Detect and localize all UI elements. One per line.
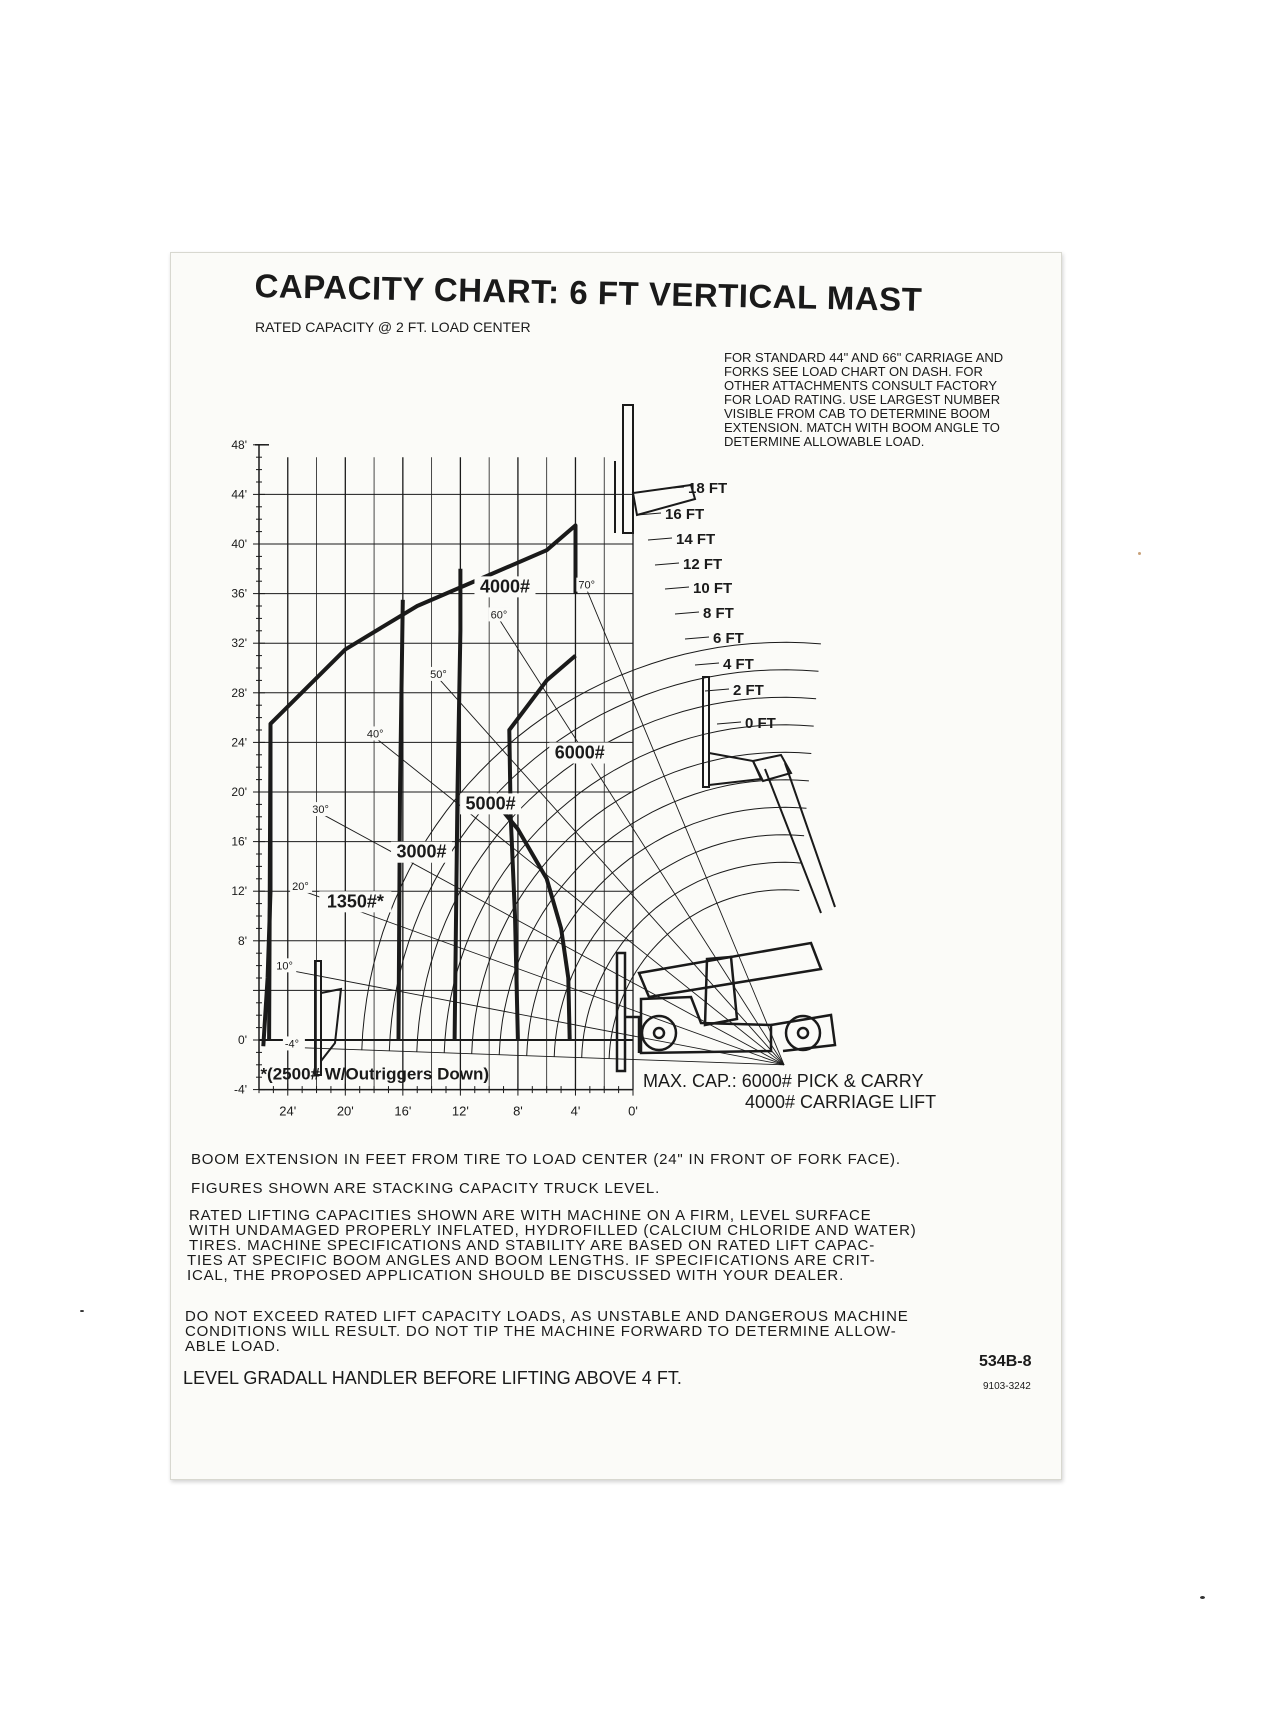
decal-code: 534B-8: [979, 1353, 1032, 1370]
boom-length-label: 0 FT: [745, 715, 776, 732]
boom-length-label: 12 FT: [683, 556, 723, 573]
rated-line-1: RATED LIFTING CAPACITIES SHOWN ARE WITH MACHINE ON A FIRM, LEVEL SURFACE: [189, 1207, 872, 1224]
boom-length-label: 2 FT: [733, 682, 764, 699]
boom-angle-label: 60°: [490, 609, 508, 622]
boom-angle-rays: [284, 589, 784, 1065]
y-tick-label: 8': [238, 933, 247, 948]
y-tick-label: 32': [231, 636, 247, 651]
rated-line-4: TIES AT SPECIFIC BOOM ANGLES AND BOOM LENGTHS. IF SPECIFICATIONS ARE CRIT-: [187, 1252, 876, 1269]
boom-length-label: 16 FT: [665, 506, 705, 523]
boom-angle-label: 50°: [430, 668, 447, 681]
x-axis: [259, 1084, 638, 1119]
capacity-curve: [489, 795, 570, 1041]
boom-length-leader: [685, 637, 709, 639]
x-tick-label: 8': [513, 1103, 523, 1119]
boom-length-leader: [717, 722, 741, 724]
y-tick-label: 48': [231, 437, 247, 452]
boom-length-leader: [648, 538, 672, 540]
capacity-chart-decal: [170, 252, 1062, 1480]
telehandler-icon: [617, 943, 835, 1071]
boom-angle-ray: [284, 969, 784, 1064]
figures-note: FIGURES SHOWN ARE STACKING CAPACITY TRUCK LEVEL.: [191, 1180, 661, 1197]
max-cap-carriage-lift: 4000# CARRIAGE LIFT: [745, 1092, 937, 1112]
boom-length-label: 6 FT: [713, 630, 744, 647]
capacity-label: 6000#: [554, 742, 605, 763]
boom-length-leader: [655, 563, 679, 565]
boom-angle-labels: [274, 578, 598, 1051]
capacity-label: 3000#: [396, 841, 447, 862]
capacity-labels: [260, 576, 610, 1083]
boom-length-label: 8 FT: [703, 605, 734, 622]
capacity-curve: [509, 656, 575, 1040]
boom-angle-label: 70°: [578, 579, 595, 592]
chart-subtitle: RATED CAPACITY @ 2 FT. LOAD CENTER: [255, 319, 531, 335]
rated-line-2: WITH UNDAMAGED PROPERLY INFLATED, HYDROFILLED (CALCIUM CHLORIDE AND WATER): [189, 1222, 917, 1239]
boom-extension-note: BOOM EXTENSION IN FEET FROM TIRE TO LOAD CENTER (24" IN FRONT OF FORK FACE).: [191, 1151, 901, 1168]
boom-angle-label: 10°: [276, 960, 293, 973]
y-tick-label: 20': [231, 785, 247, 799]
boom-angle-ray: [293, 1047, 784, 1064]
y-tick-label: 0': [238, 1033, 247, 1047]
y-tick-label: 28': [231, 685, 247, 700]
chart-title: CAPACITY CHART: 6 FT VERTICAL MAST: [254, 267, 923, 318]
warning-line-2: CONDITIONS WILL RESULT. DO NOT TIP THE MACHINE FORWARD TO DETERMINE ALLOW-: [185, 1323, 897, 1340]
max-cap-pick-carry: MAX. CAP.: 6000# PICK & CARRY: [643, 1071, 924, 1091]
y-tick-label: 16': [231, 834, 247, 849]
boom-angle-ray: [438, 678, 784, 1065]
x-tick-label: 12': [451, 1103, 469, 1119]
x-tick-label: 0': [628, 1103, 638, 1119]
y-axis: [231, 438, 269, 1097]
boom-length-label: 14 FT: [676, 531, 716, 548]
speck: [1138, 552, 1141, 555]
boom-angle-ray: [320, 813, 784, 1065]
speck: [80, 1310, 84, 1312]
y-tick-label: 24': [231, 735, 247, 750]
rated-line-5: ICAL, THE PROPOSED APPLICATION SHOULD BE DISCUSSED WITH YOUR DEALER.: [187, 1267, 845, 1284]
boom-length-labels: [637, 480, 776, 732]
y-tick-label: 40': [231, 537, 247, 551]
speck: [1200, 1596, 1205, 1599]
capacity-label: 1350#*: [326, 891, 384, 912]
y-tick-label: -4': [234, 1082, 247, 1097]
boom-length-label: 10 FT: [693, 580, 733, 597]
boom-angle-label: 20°: [292, 880, 309, 893]
x-tick-label: 20': [336, 1103, 354, 1119]
capacity-label: 4000#: [479, 576, 531, 597]
y-tick-label: 36': [231, 586, 247, 601]
boom-length-leader: [665, 587, 689, 589]
part-number: 9103-3242: [983, 1381, 1031, 1392]
attachment-instructions: FOR STANDARD 44" AND 66" CARRIAGE AND FORKS SEE LOAD CHART ON DASH. FOR OTHER ATTACHMENTS CONSULT FACTORY FOR LOAD RATING. USE LARGEST NUMBER VISIBLE FROM CAB TO DETERMINE BOOM EXTENSION. MATCH WITH BOOM ANGLE TO DETERMINE ALLOWABLE LOAD.: [724, 350, 1004, 449]
level-handler-footer: LEVEL GRADALL HANDLER BEFORE LIFTING ABOVE 4 FT.: [183, 1368, 682, 1388]
x-tick-label: 24': [279, 1103, 297, 1119]
outriggers-note: *(2500# W/Outriggers Down): [260, 1064, 490, 1084]
capacity-curves: [263, 525, 575, 1046]
boom-tip-icon: [703, 677, 835, 913]
boom-angle-label: 40°: [366, 728, 384, 741]
boom-length-leader: [675, 612, 699, 614]
capacity-label: 5000#: [465, 793, 516, 814]
rated-line-3: TIRES. MACHINE SPECIFICATIONS AND STABILITY ARE BASED ON RATED LIFT CAPAC-: [189, 1237, 875, 1254]
boom-length-leader: [695, 663, 719, 665]
y-tick-label: 12': [231, 884, 247, 899]
capacity-curve: [399, 600, 403, 1040]
warning-line-1: DO NOT EXCEED RATED LIFT CAPACITY LOADS, AS UNSTABLE AND DANGEROUS MACHINE: [185, 1308, 909, 1325]
x-tick-label: 4': [570, 1103, 581, 1119]
warning-line-3: ABLE LOAD.: [185, 1338, 281, 1355]
boom-angle-label: 30°: [312, 804, 329, 817]
boom-angle-label: -4°: [284, 1038, 300, 1051]
capacity-chart: [171, 253, 1061, 1479]
boom-length-label: 18 FT: [688, 480, 728, 497]
x-tick-label: 16': [394, 1103, 412, 1119]
boom-angle-ray: [300, 890, 784, 1065]
y-tick-label: 44': [231, 487, 247, 502]
boom-length-label: 4 FT: [723, 656, 754, 673]
